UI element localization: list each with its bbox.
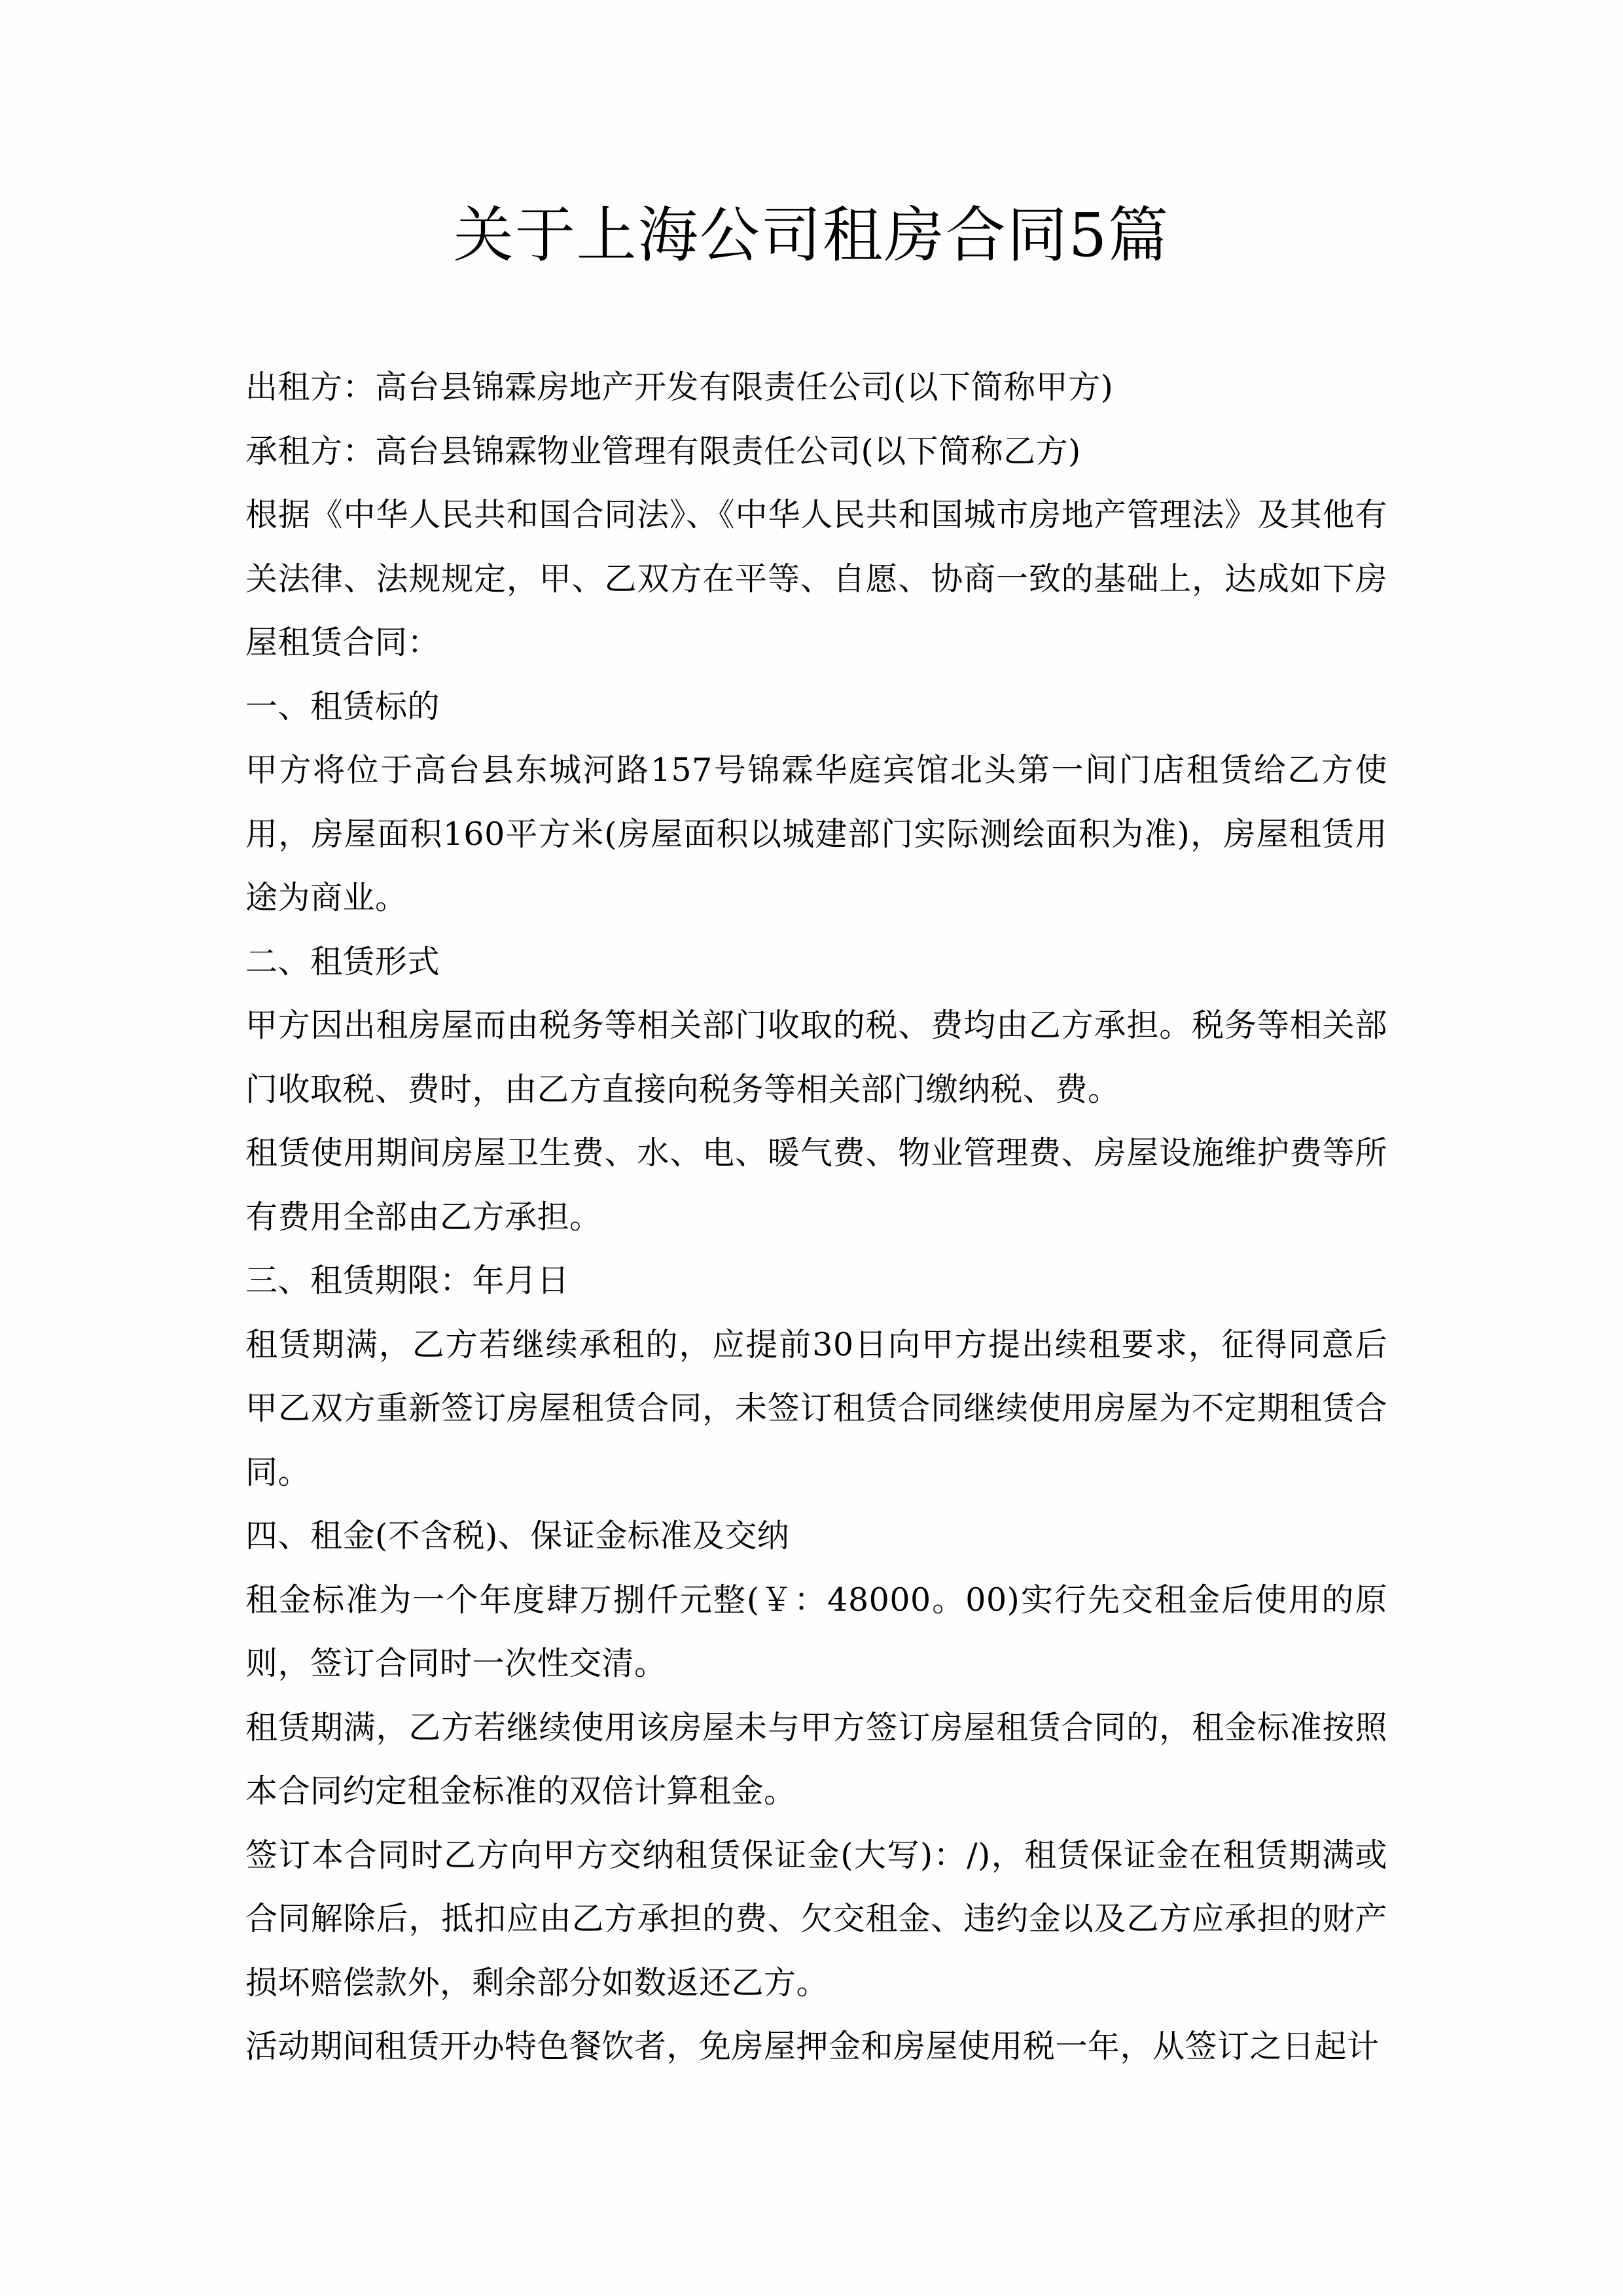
section-4-paragraph-3: 签订本合同时乙方向甲方交纳租赁保证金(大写)：/)，租赁保证金在租赁期满或合同解除后，抵扣应由乙方承担的费、欠交租金、违约金以及乙方应承担的财产损坏赔偿款外，剩余部分如数返还乙方。 <box>245 1836 1387 2001</box>
section-heading-3: 三、租赁期限：年月日 <box>245 1262 570 1299</box>
document-body <box>245 355 1387 2079</box>
section-2-paragraph-1: 甲方因出租房屋而由税务等相关部门收取的税、费均由乙方承担。税务等相关部门收取税、费时，由乙方直接向税务等相关部门缴纳税、费。 <box>245 1007 1387 1108</box>
section-3-paragraph: 租赁期满，乙方若继续承租的，应提前30日向甲方提出续租要求，征得同意后甲乙双方重新签订房屋租赁合同，未签订租赁合同继续使用房屋为不定期租赁合同。 <box>245 1325 1387 1491</box>
section-heading-4: 四、租金(不含税)、保证金标准及交纳 <box>245 1517 790 1554</box>
section-1-paragraph: 甲方将位于高台县东城河路157号锦霖华庭宾馆北头第一间门店租赁给乙方使用，房屋面积160平方米(房屋面积以城建部门实际测绘面积为准)，房屋租赁用途为商业。 <box>245 751 1387 916</box>
lessor-line: 出租方：高台县锦霖房地产开发有限责任公司(以下简称甲方) <box>245 368 1114 406</box>
section-4-paragraph-1: 租金标准为一个年度肆万捌仟元整(￥：48000。00)实行先交租金后使用的原则，签订合同时一次性交清。 <box>245 1581 1387 1682</box>
section-4-paragraph-2: 租赁期满，乙方若继续使用该房屋未与甲方签订房屋租赁合同的，租金标准按照本合同约定租金标准的双倍计算租金。 <box>245 1708 1387 1810</box>
lessee-line: 承租方：高台县锦霖物业管理有限责任公司(以下简称乙方) <box>245 432 1081 470</box>
section-heading-1: 一、租赁标的 <box>245 687 440 725</box>
preamble-paragraph: 根据《中华人民共和国合同法》、《中华人民共和国城市房地产管理法》及其他有关法律、法规规定，甲、乙双方在平等、自愿、协商一致的基础上，达成如下房屋租赁合同： <box>245 496 1387 661</box>
section-2-paragraph-2: 租赁使用期间房屋卫生费、水、电、暖气费、物业管理费、房屋设施维护费等所有费用全部由乙方承担。 <box>245 1134 1387 1236</box>
document-title: 关于上海公司租房合同5篇 <box>453 200 1170 270</box>
section-4-paragraph-4: 活动期间租赁开办特色餐饮者，免房屋押金和房屋使用税一年，从签订之日起计 <box>245 2028 1380 2065</box>
section-heading-2: 二、租赁形式 <box>245 942 440 980</box>
